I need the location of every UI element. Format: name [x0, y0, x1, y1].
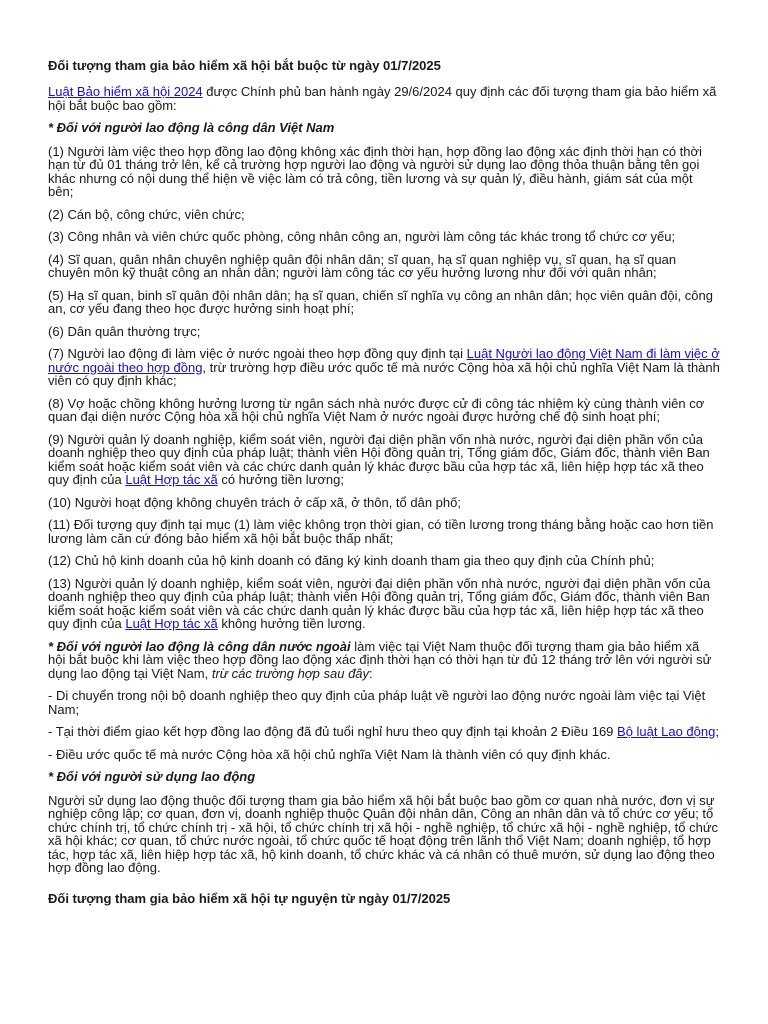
item-text: có hưởng tiền lương;	[217, 472, 344, 487]
list-item: (2) Cán bộ, công chức, viên chức;	[48, 206, 245, 222]
page-title: Đối tượng tham gia bảo hiểm xã hội bắt buộc từ ngày 01/7/2025	[48, 58, 441, 73]
exception-item: - Di chuyển trong nội bộ doanh nghiệp theo quy định của pháp luật về người lao động nước ngoài làm việc tại Việt Nam;	[48, 688, 706, 717]
exception-item: - Điều ước quốc tế mà nước Cộng hòa xã hội chủ nghĩa Việt Nam là thành viên có quy định khác.	[48, 746, 611, 762]
section-vietnamese-workers-heading: * Đối với người lao động là công dân Việt Nam	[48, 120, 335, 135]
item-text: (7) Người lao động đi làm việc ở nước ngoài theo hợp đồng quy định tại	[48, 346, 467, 361]
list-item	[48, 347, 720, 388]
law-social-insurance-link[interactable]: Luật Bảo hiểm xã hội 2024	[48, 84, 203, 99]
list-item: (6) Dân quân thường trực;	[48, 323, 201, 339]
list-item: (12) Chủ hộ kinh doanh của hộ kinh doanh có đăng ký kinh doanh tham gia theo quy định của Chính phủ;	[48, 553, 655, 568]
item-text: , trừ trường hợp điều ước quốc tế mà nước Cộng hòa xã hội chủ nghĩa Việt Nam là thành viên có quy định khác;	[48, 359, 720, 388]
item-text: ;	[715, 724, 719, 739]
law-overseas-workers-link[interactable]: Luật Người lao động Việt Nam đi làm việc ở nước ngoài theo hợp đồng	[48, 346, 720, 375]
item-text: không hưởng tiền lương.	[217, 616, 366, 631]
law-cooperatives-link[interactable]: Luật Hợp tác xã	[125, 616, 218, 631]
list-item	[48, 433, 720, 487]
exceptions-lead: trừ các trường hợp sau đây	[211, 665, 370, 681]
list-item: (11) Đối tượng quy định tại mục (1) làm việc không trọn thời gian, có tiền lương trong tháng bằng hoặc cao hơn tiền lương làm căn cứ đóng bảo hiểm xã hội bắt buộc thấp nhất;	[48, 517, 714, 546]
law-cooperatives-link[interactable]: Luật Hợp tác xã	[125, 472, 218, 487]
list-item: (4) Sĩ quan, quân nhân chuyên nghiệp quân đội nhân dân; sĩ quan, hạ sĩ quan nghiệp vụ, sĩ quan, hạ sĩ quan chuyên môn kỹ thuật công an nhân dân; người làm công tác cơ yếu hưởng lương như đối với quân nhân;	[48, 251, 677, 280]
exception-item	[48, 725, 720, 739]
list-item: (1) Người làm việc theo hợp đồng lao động không xác định thời hạn, hợp đồng lao động xác định thời hạn có thời hạn từ đủ 01 tháng trở lên, kể cả trường hợp người lao động và người sử dụng lao động thỏa thuận bằng tên gọi khác nhưng có nội dung thể hiện về việc làm có trả công, tiền lương và sự quản lý, điều hành, giám sát của một bên;	[48, 143, 702, 199]
intro-paragraph	[48, 85, 720, 112]
list-item: (5) Hạ sĩ quan, binh sĩ quân đội nhân dân; hạ sĩ quan, chiến sĩ nghĩa vụ công an nhân dân; học viên quân đội, công an, cơ yếu đang theo học được hưởng sinh hoạt phí;	[48, 287, 713, 316]
voluntary-insurance-heading: Đối tượng tham gia bảo hiểm xã hội tự nguyện từ ngày 01/7/2025	[48, 890, 451, 906]
list-item	[48, 577, 720, 631]
list-item: (8) Vợ hoặc chồng không hưởng lương từ ngân sách nhà nước được cử đi công tác nhiệm kỳ cùng thành viên cơ quan đại diện nước Cộng hòa xã hội chủ nghĩa Việt Nam ở nước ngoài được hưởng chế độ sinh hoạt phí;	[48, 395, 705, 424]
section-text-end: :	[369, 665, 373, 681]
section-foreign-workers-heading: * Đối với người lao động là công dân nước ngoài	[48, 638, 351, 654]
section-foreign-workers-paragraph	[48, 640, 720, 681]
intro-text: được Chính phủ ban hành ngày 29/6/2024 quy định các đối tượng tham gia bảo hiểm xã hội bắt buộc bao gồm:	[48, 84, 717, 113]
section-text: làm việc tại Việt Nam thuộc đối tượng tham gia bảo hiểm xã hội bắt buộc khi làm việc theo hợp đồng lao động xác định thời hạn có thời hạn từ đủ 12 tháng trở lên với người sử dụng lao động tại Việt Nam,	[48, 638, 712, 681]
item-text: (9) Người quản lý doanh nghiệp, kiểm soát viên, người đại diện phần vốn nhà nước, người đại diện phần vốn của doanh nghiệp theo quy định của pháp luật; thành viên Hội đồng quản trị, Tổng giám đốc, Giám đốc, thành viên Ban kiểm soát hoặc kiểm soát viên và các chức danh quản lý khác được bầu của hợp tác xã, liên hiệp hợp tác xã theo quy định của	[48, 431, 710, 487]
section-employers-text: Người sử dụng lao động thuộc đối tượng tham gia bảo hiểm xã hội bắt buộc bao gồm cơ quan nhà nước, đơn vị sự nghiệp công lập; cơ quan, đơn vị, doanh nghiệp thuộc Quân đội nhân dân, Công an nhân dân và tổ chức cơ yếu; tổ chức chính trị, tổ chức chính trị - xã hội, tổ chức chính trị xã hội - nghề nghiệp, tổ chức xã hội - nghề nghiệp, tổ chức xã hội khác; cơ quan, tổ chức nước ngoài, tổ chức quốc tế hoạt động trên lãnh thổ Việt Nam; doanh nghiệp, tổ hợp tác, hợp tác xã, liên hiệp hợp tác xã, hộ kinh doanh, tổ chức khác và cá nhân có thuê mướn, sử dụng lao động theo hợp đồng lao động.	[48, 792, 719, 875]
list-item: (10) Người hoạt động không chuyên trách ở cấp xã, ở thôn, tổ dân phố;	[48, 494, 461, 510]
labor-code-link[interactable]: Bộ luật Lao động	[617, 724, 716, 739]
item-text: (13) Người quản lý doanh nghiệp, kiểm soát viên, người đại diện phần vốn nhà nước, người đại diện phần vốn của doanh nghiệp theo quy định của pháp luật; thành viên Hội đồng quản trị, Tổng giám đốc, Giám đốc, thành viên Ban kiểm soát hoặc kiểm soát viên và các chức danh quản lý khác được bầu của hợp tác xã, liên hiệp hợp tác xã theo quy định của	[48, 575, 711, 631]
item-text: - Tại thời điểm giao kết hợp đồng lao động đã đủ tuổi nghỉ hưu theo quy định tại khoản 2 Điều 169	[48, 724, 618, 739]
list-item: (3) Công nhân và viên chức quốc phòng, công nhân công an, người làm công tác khác trong tổ chức cơ yếu;	[48, 229, 676, 244]
section-employers-heading: * Đối với người sử dụng lao động	[48, 769, 256, 784]
